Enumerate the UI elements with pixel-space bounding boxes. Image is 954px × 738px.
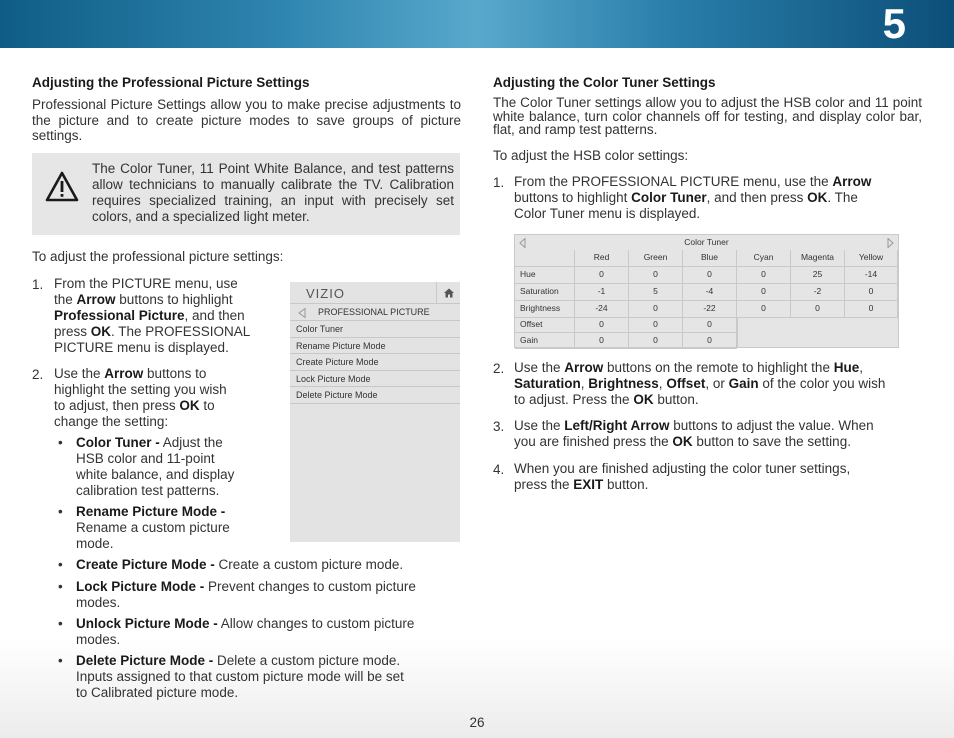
to-adjust-professional: To adjust the professional picture settings: — [32, 249, 284, 264]
chapter-number: 5 — [882, 0, 906, 47]
table-corner-cell — [515, 250, 575, 267]
chapter-header-bar — [0, 0, 954, 48]
bullet: • — [58, 579, 63, 594]
menu-item-color-tuner[interactable]: Color Tuner — [290, 321, 460, 338]
right-step-3: Use the Left/Right Arrow buttons to adjust the value. When you are finished press the OK button to save the setting. — [514, 418, 874, 449]
left-step-2: Use the Arrow buttons to highlight the setting you wish to adjust, then press OK to change the setting: — [54, 366, 227, 429]
color-tuner-heading: Adjusting the Color Tuner Settings — [493, 75, 716, 90]
professional-picture-intro: Professional Picture Settings allow you to make precise adjustments to the picture and to create picture modes to save groups of picture settings. — [32, 97, 461, 143]
bullet-create: Create Picture Mode - Create a custom picture mode. — [76, 557, 404, 572]
bullet-color-tuner: Color Tuner - Adjust the HSB color and 11-point white balance, and display calibration test patterns. — [76, 435, 235, 498]
table-cell: -1 — [575, 284, 629, 301]
bullet-delete: Delete Picture Mode - Delete a custom picture mode. Inputs assigned to that custom picture mode will be set to Calibrated picture mode. — [76, 653, 404, 700]
color-tuner-title-row — [515, 235, 898, 250]
menu-title-row — [290, 304, 460, 321]
table-cell: 0 — [737, 267, 791, 284]
back-arrow-icon[interactable] — [298, 308, 306, 318]
page-number: 26 — [469, 715, 485, 730]
warning-text: The Color Tuner, 11 Point White Balance, and test patterns allow technicians to manually calibrate the TV. Calibration requires specialized training, an input with precisely set colors, and a specialized light meter. — [92, 161, 454, 224]
table-cell: 0 — [629, 267, 683, 284]
professional-picture-heading: Adjusting the Professional Picture Settings — [32, 75, 310, 90]
table-cell: 0 — [575, 333, 629, 349]
column-header-yellow: Yellow — [845, 250, 898, 267]
bullet-rename: Rename Picture Mode - Rename a custom picture mode. — [76, 504, 230, 551]
step-number: 3. — [493, 419, 505, 434]
bullet-lock: Lock Picture Mode - Prevent changes to custom picture modes. — [76, 579, 416, 610]
bullet: • — [58, 616, 63, 631]
table-cell: -14 — [845, 267, 898, 284]
bullet: • — [58, 557, 63, 572]
step-number: 1. — [32, 277, 44, 292]
menu-item-create-picture-mode[interactable]: Create Picture Mode — [290, 354, 460, 371]
table-cell: 0 — [737, 284, 791, 301]
table-cell: 0 — [737, 301, 791, 318]
color-tuner-table — [514, 234, 899, 348]
table-cell: 0 — [575, 267, 629, 284]
vizio-logo: VIZIO — [306, 286, 345, 301]
bullet: • — [58, 653, 63, 668]
table-cell: 25 — [791, 267, 845, 284]
column-header-blue: Blue — [683, 250, 737, 267]
professional-picture-menu — [290, 282, 460, 542]
row-label-hue: Hue — [515, 267, 575, 284]
table-cell: -4 — [683, 284, 737, 301]
table-cell: 0 — [575, 317, 629, 333]
table-cell: 5 — [629, 284, 683, 301]
left-step-1: From the PICTURE menu, use the Arrow buttons to highlight Professional Picture, and then press OK. The PROFESSIONAL PICTURE menu is displayed. — [54, 276, 251, 355]
row-label-offset: Offset — [515, 317, 575, 333]
table-cell: 0 — [791, 301, 845, 318]
table-blank-area — [737, 317, 898, 347]
right-step-2: Use the Arrow buttons on the remote to highlight the Hue, Saturation, Brightness, Offset, or Gain of the color you wish to adjust. Press the OK button. — [514, 360, 886, 407]
row-label-gain: Gain — [515, 333, 575, 349]
step-number: 1. — [493, 175, 505, 190]
row-label-brightness: Brightness — [515, 301, 575, 318]
menu-top-bar — [290, 282, 460, 304]
table-cell: -24 — [575, 301, 629, 318]
table-cell: -22 — [683, 301, 737, 318]
menu-item-lock-picture-mode[interactable]: Lock Picture Mode — [290, 371, 460, 388]
right-step-4: When you are finished adjusting the color tuner settings, press the EXIT button. — [514, 461, 851, 492]
step-number: 4. — [493, 462, 505, 477]
column-header-cyan: Cyan — [737, 250, 791, 267]
table-cell: 0 — [683, 267, 737, 284]
table-cell: 0 — [683, 317, 737, 333]
right-step-1: From the PROFESSIONAL PICTURE menu, use the Arrow buttons to highlight Color Tuner, and then press OK. The Color Tuner menu is displayed. — [514, 174, 872, 221]
table-cell: 0 — [683, 333, 737, 349]
warning-icon — [45, 171, 79, 203]
step-number: 2. — [493, 361, 505, 376]
home-button[interactable] — [436, 282, 460, 304]
home-icon — [437, 282, 461, 304]
table-cell: 0 — [845, 284, 898, 301]
warning-box — [32, 153, 460, 235]
column-header-red: Red — [575, 250, 629, 267]
table-cell: 0 — [629, 333, 683, 349]
bullet: • — [58, 435, 63, 450]
menu-item-delete-picture-mode[interactable]: Delete Picture Mode — [290, 387, 460, 404]
table-cell: -2 — [791, 284, 845, 301]
color-tuner-intro: The Color Tuner settings allow you to adjust the HSB color and 11 point white balance, turn color channels off for testing, and display color bar, flat, and ramp test patterns. — [493, 95, 922, 137]
table-cell: 0 — [845, 301, 898, 318]
column-header-magenta: Magenta — [791, 250, 845, 267]
step-number: 2. — [32, 367, 44, 382]
color-tuner-title: Color Tuner — [684, 237, 729, 247]
table-cell: 0 — [629, 301, 683, 318]
menu-title: PROFESSIONAL PICTURE — [318, 307, 430, 317]
to-adjust-hsb: To adjust the HSB color settings: — [493, 148, 689, 163]
table-cell: 0 — [629, 317, 683, 333]
menu-item-rename-picture-mode[interactable]: Rename Picture Mode — [290, 338, 460, 355]
right-arrow-icon[interactable] — [887, 238, 894, 248]
bullet-unlock: Unlock Picture Mode - Allow changes to custom picture modes. — [76, 616, 415, 647]
row-label-saturation: Saturation — [515, 284, 575, 301]
bullet: • — [58, 504, 63, 519]
column-header-green: Green — [629, 250, 683, 267]
